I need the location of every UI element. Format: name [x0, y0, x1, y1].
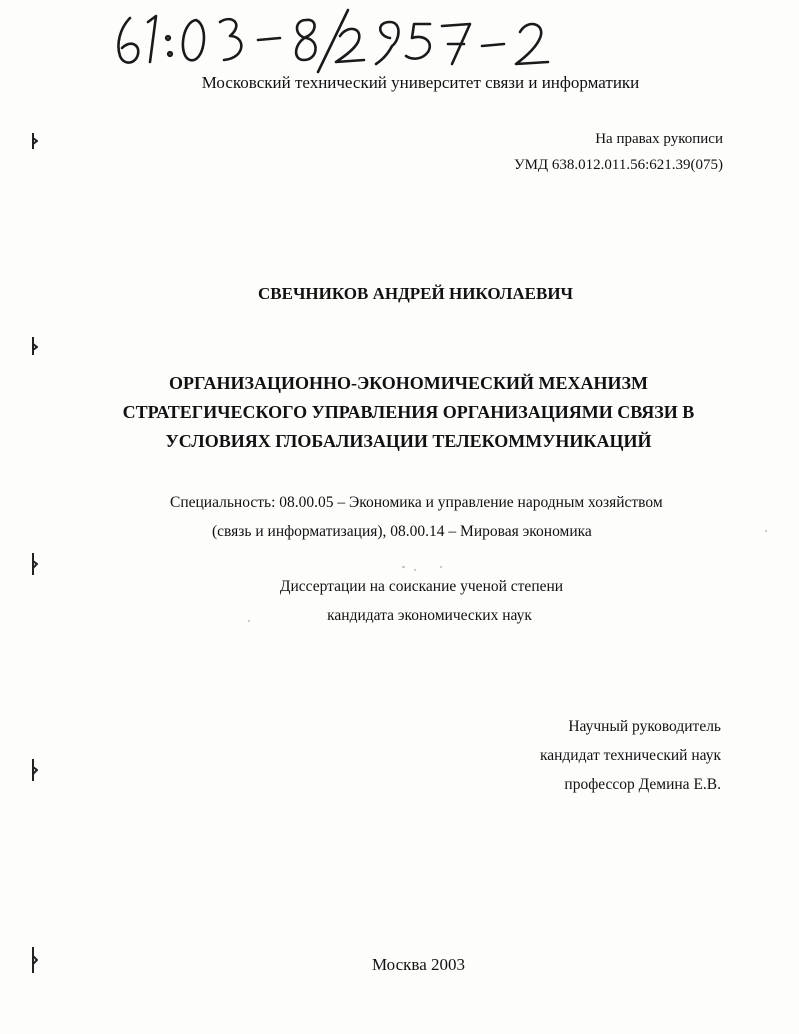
title-line: УСЛОВИЯХ ГЛОБАЛИЗАЦИИ ТЕЛЕКОММУНИКАЦИЙ — [165, 431, 652, 451]
dissertation-title — [0, 369, 799, 456]
degree-line-2: кандидата экономических наук — [327, 607, 532, 624]
scan-speck — [414, 569, 416, 571]
specialty-line-1: Специальность: 08.00.05 – Экономика и управление народным хозяйством — [170, 494, 663, 511]
title-line: ОРГАНИЗАЦИОННО-ЭКОНОМИЧЕСКИЙ МЕХАНИЗМ — [168, 373, 649, 393]
scan-speck — [402, 566, 405, 568]
handwritten-archive-code — [112, 6, 562, 78]
university-name: Московский технический университет связи и информатики — [201, 73, 640, 92]
degree-line-1: Диссертации на соискание ученой степени — [279, 578, 564, 595]
binding-hole-mark — [30, 552, 38, 576]
udc-code: УМД 638.012.011.56:621.39(075) — [513, 157, 723, 173]
handwritten-code-strokes — [112, 6, 562, 78]
binding-hole-mark — [30, 132, 38, 150]
supervisor-label: Научный руководитель — [568, 718, 721, 735]
supervisor-degree: кандидат технический наук — [539, 747, 721, 764]
binding-hole-mark — [30, 758, 38, 782]
manuscript-rights-note: На правах рукописи — [595, 131, 723, 147]
author-name: СВЕЧНИКОВ АНДРЕЙ НИКОЛАЕВИЧ — [257, 284, 574, 303]
binding-hole-mark — [30, 946, 38, 974]
scan-speck — [440, 566, 442, 568]
title-line: СТРАТЕГИЧЕСКОГО УПРАВЛЕНИЯ ОРГАНИЗАЦИЯМИ СВЯЗИ В — [122, 402, 695, 422]
scan-speck — [765, 530, 767, 532]
binding-hole-mark — [30, 336, 38, 356]
supervisor-name: профессор Демина Е.В. — [564, 776, 721, 793]
scan-speck — [248, 620, 250, 622]
city-and-year: Москва 2003 — [371, 955, 466, 974]
specialty-line-2: (связь и информатизация), 08.00.14 – Мировая экономика — [212, 523, 592, 540]
